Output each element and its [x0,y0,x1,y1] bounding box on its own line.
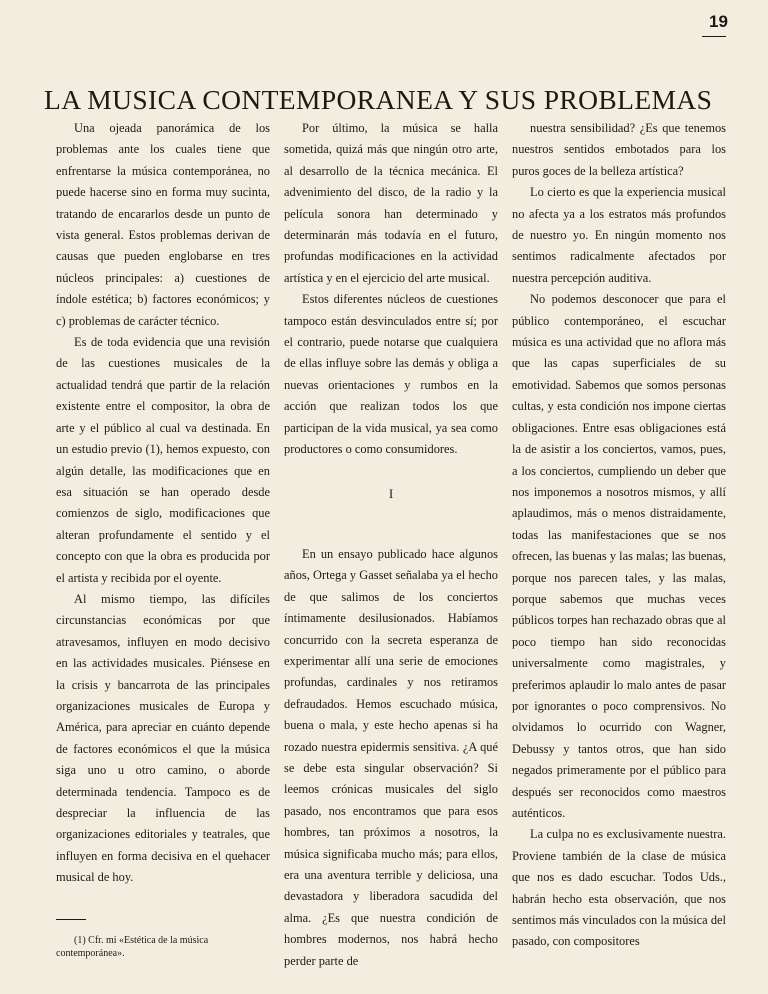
text-column-3 [512,118,726,953]
section-heading: I [388,485,394,501]
text-column-1 [56,118,270,960]
paragraph: Una ojeada panorámica de los problemas ante los cuales tiene que enfrentarse la música contemporánea, no puede hacerse sino en forma muy sucinta, tratando de encararlos desde un punto de vista general. Estos problemas derivan de causas que pueden englobarse en tres núcleos principales: a) cuestiones de índole estética; b) factores económicos; y c) problemas de carácter técnico. [56,121,270,328]
paragraph: Es de toda evidencia que una revisión de las cuestiones musicales de la actualidad tendrá que partir de la relación existente entre el compositor, la obra de arte y el público al cual va destinada. En un estudio previo (1), hemos expuesto, con algún detalle, las modificaciones que en esa situación se han operado desde comienzos de siglo, modificaciones que alteran profundamente el sentido y el concepto con que la obra es producida por el artista y recibida por el oyente. [56,335,270,585]
footnote: (1) Cfr. mi «Estética de la música contemporánea». [56,934,209,959]
paragraph: nuestra sensibilidad? ¿Es que tenemos nuestros sentidos embotados para los puros goces de la belleza artística? [512,121,726,178]
paragraph: Lo cierto es que la experiencia musical no afecta ya a los estratos más profundos de nuestro yo. En ningún momento nos sentimos radicalmente afectados por nuestra percepción auditiva. [512,185,726,285]
text-column-2 [284,118,498,972]
paragraph: Estos diferentes núcleos de cuestiones tampoco están desvinculados entre sí; por el contrario, puede notarse que cualquiera de ellas influye sobre las demás y obliga a nuevas orientaciones y rumbos en la acción que realizan todos los que participan de la vida musical, ya sea como productores o como consumidores. [284,292,498,457]
page-number: 19 [709,12,728,31]
paragraph: En un ensayo publicado hace algunos años, Ortega y Gasset señalaba ya el hecho de que salimos de los conciertos íntimamente desilusionados. Habíamos concurrido con la secreta esperanza de experimentar allí una serie de emociones profundas, cardinales y nos retiramos defraudados. Hemos escuchado música, buena o mala, y este hecho apenas si ha rozado nuestra epidermis sensitiva. ¿A qué se debe esta singular observación? Si leemos crónicas musicales del siglo pasado, nos encontramos que para esos hombres, tan próximos a nosotros, la música significaba mucho más; para ellos, era una aventura terrible y deliciosa, una devastadora y liberadora sacudida del alma. ¿Es que nuestra condición de hombres modernos, nos habrá hecho perder parte de [284,546,498,968]
paragraph: Al mismo tiempo, las difíciles circunstancias económicas por que atravesamos, influyen en modo decisivo en las actividades musicales. Piénsese en la crisis y bancarrota de las principales organizaciones musicales de Europa y América, para apreciar en cuánto depende de factores económicos el que la música siga uno u otro camino, o aborde determinada tendencia. Tampoco es de despreciar la influencia de las organizaciones editoriales y teatrales, que influyen en forma decisiva en el quehacer musical de hoy. [56,591,270,885]
page-number-rule [702,36,726,37]
paragraph: No podemos desconocer que para el público contemporáneo, el escuchar música es una actividad que no aflora más que las capas superficiales de su emotividad. Sabemos que somos personas cultas, y esta condición nos impone ciertas obligaciones. Entre esas obligaciones está la de asistir a los conciertos, vamos, pues, a los conciertos, cumpliendo un deber que nos imponemos a nosotros mismos, y allí aplaudimos, más o menos distraidamente, todas las manifestaciones que se nos ofrecen, las buenas y las malas; las buenas, porque nos parecen tales, y las malas, porque sabemos que muchas veces públicos torpes han rechazado obras que al poco tiempo han sido reconocidas universalmente como magistrales, y preferimos aplaudir lo malo antes de pasar por ignorantes o poco comprensivos. No olvidamos lo ocurrido con Wagner, Debussy y tantos otros, que han sido negados primeramente por el público para después ser reconocidos como maestros auténticos. [512,292,726,820]
paragraph: Por último, la música se halla sometida, quizá más que ningún otro arte, al desarrollo de la técnica mecánica. El advenimiento del disco, de la radio y la película sonora han determinado y determinarán más todavía en el futuro, profundas modificaciones en la actividad artística y en el ejercicio del arte musical. [284,121,498,285]
footnote-rule [56,919,86,920]
paragraph: La culpa no es exclusivamente nuestra. Proviene también de la clase de música que nos es dado escuchar. Todos Uds., habrán hecho esta observación, que nos sentimos más vinculados con la música del pasado, con compositores [512,827,726,949]
article-title: LA MUSICA CONTEMPORANEA Y SUS PROBLEMAS [44,84,713,115]
